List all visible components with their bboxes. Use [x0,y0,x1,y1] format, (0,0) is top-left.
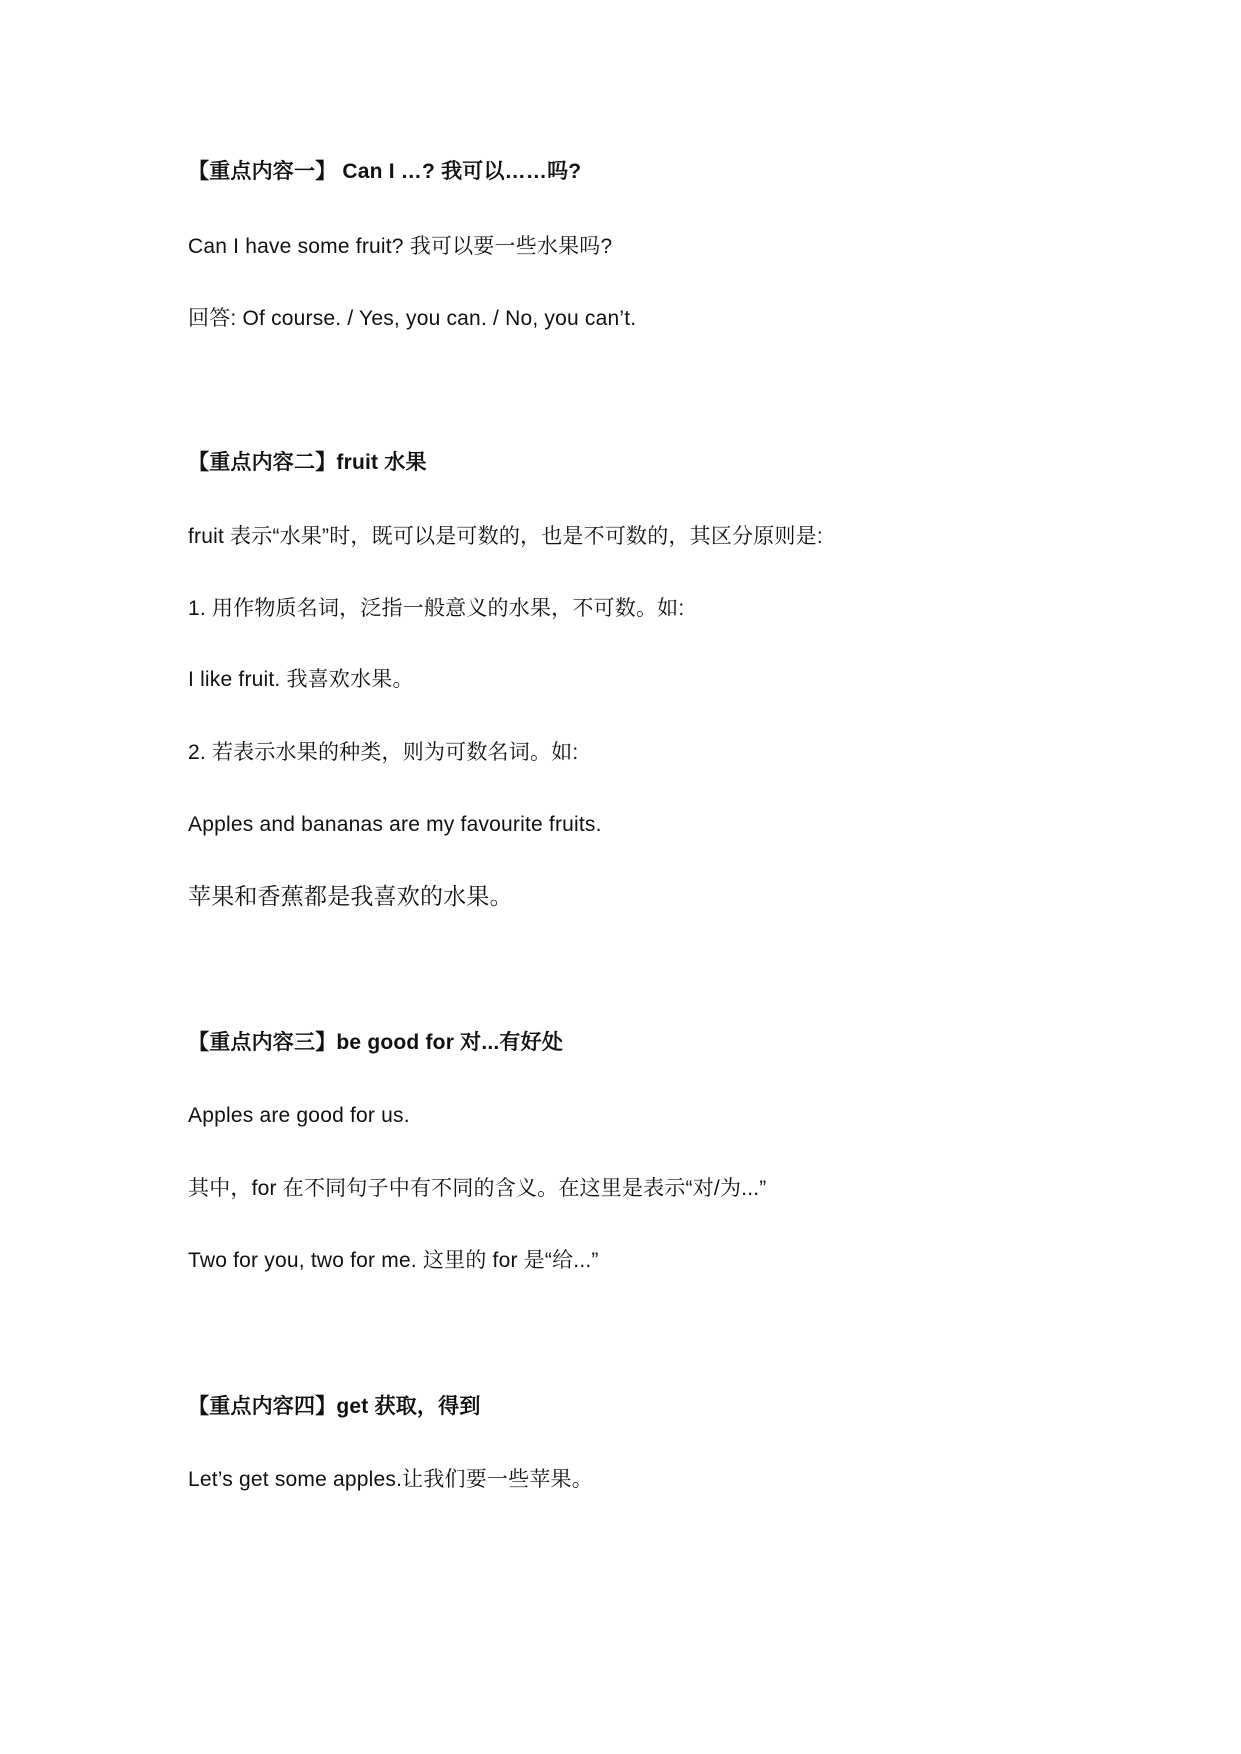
section-1-line-2: 回答: Of course. / Yes, you can. / No, you can’t. [188,307,637,330]
section-3-line-3: Two for you, two for me. 这里的 for 是“给...” [188,1249,599,1272]
section-2-line-1: fruit 表示“水果”时，既可以是可数的，也是不可数的，其区分原则是: [188,525,823,548]
section-3-line-2: 其中，for 在不同句子中有不同的含义。在这里是表示“对/为...” [188,1177,767,1200]
section-1-line-1: Can I have some fruit? 我可以要一些水果吗? [188,235,613,258]
section-2-line-2: 1. 用作物质名词，泛指一般意义的水果，不可数。如: [188,597,685,620]
section-2-heading: 【重点内容二】fruit 水果 [188,451,427,474]
section-4-line-1: Let’s get some apples.让我们要一些苹果。 [188,1468,593,1491]
section-2-line-6: 苹果和香蕉都是我喜欢的水果。 [188,883,513,909]
section-2-line-5: Apples and bananas are my favourite fruits. [188,813,602,836]
section-2-line-4: 2. 若表示水果的种类，则为可数名词。如: [188,741,579,764]
section-3-line-1: Apples are good for us. [188,1104,410,1127]
section-4-heading: 【重点内容四】get 获取，得到 [188,1395,481,1418]
section-1-heading: 【重点内容一】 Can I …? 我可以……吗? [188,160,582,183]
section-2-line-3: I like fruit. 我喜欢水果。 [188,668,414,691]
section-3-heading: 【重点内容三】be good for 对...有好处 [188,1031,564,1054]
